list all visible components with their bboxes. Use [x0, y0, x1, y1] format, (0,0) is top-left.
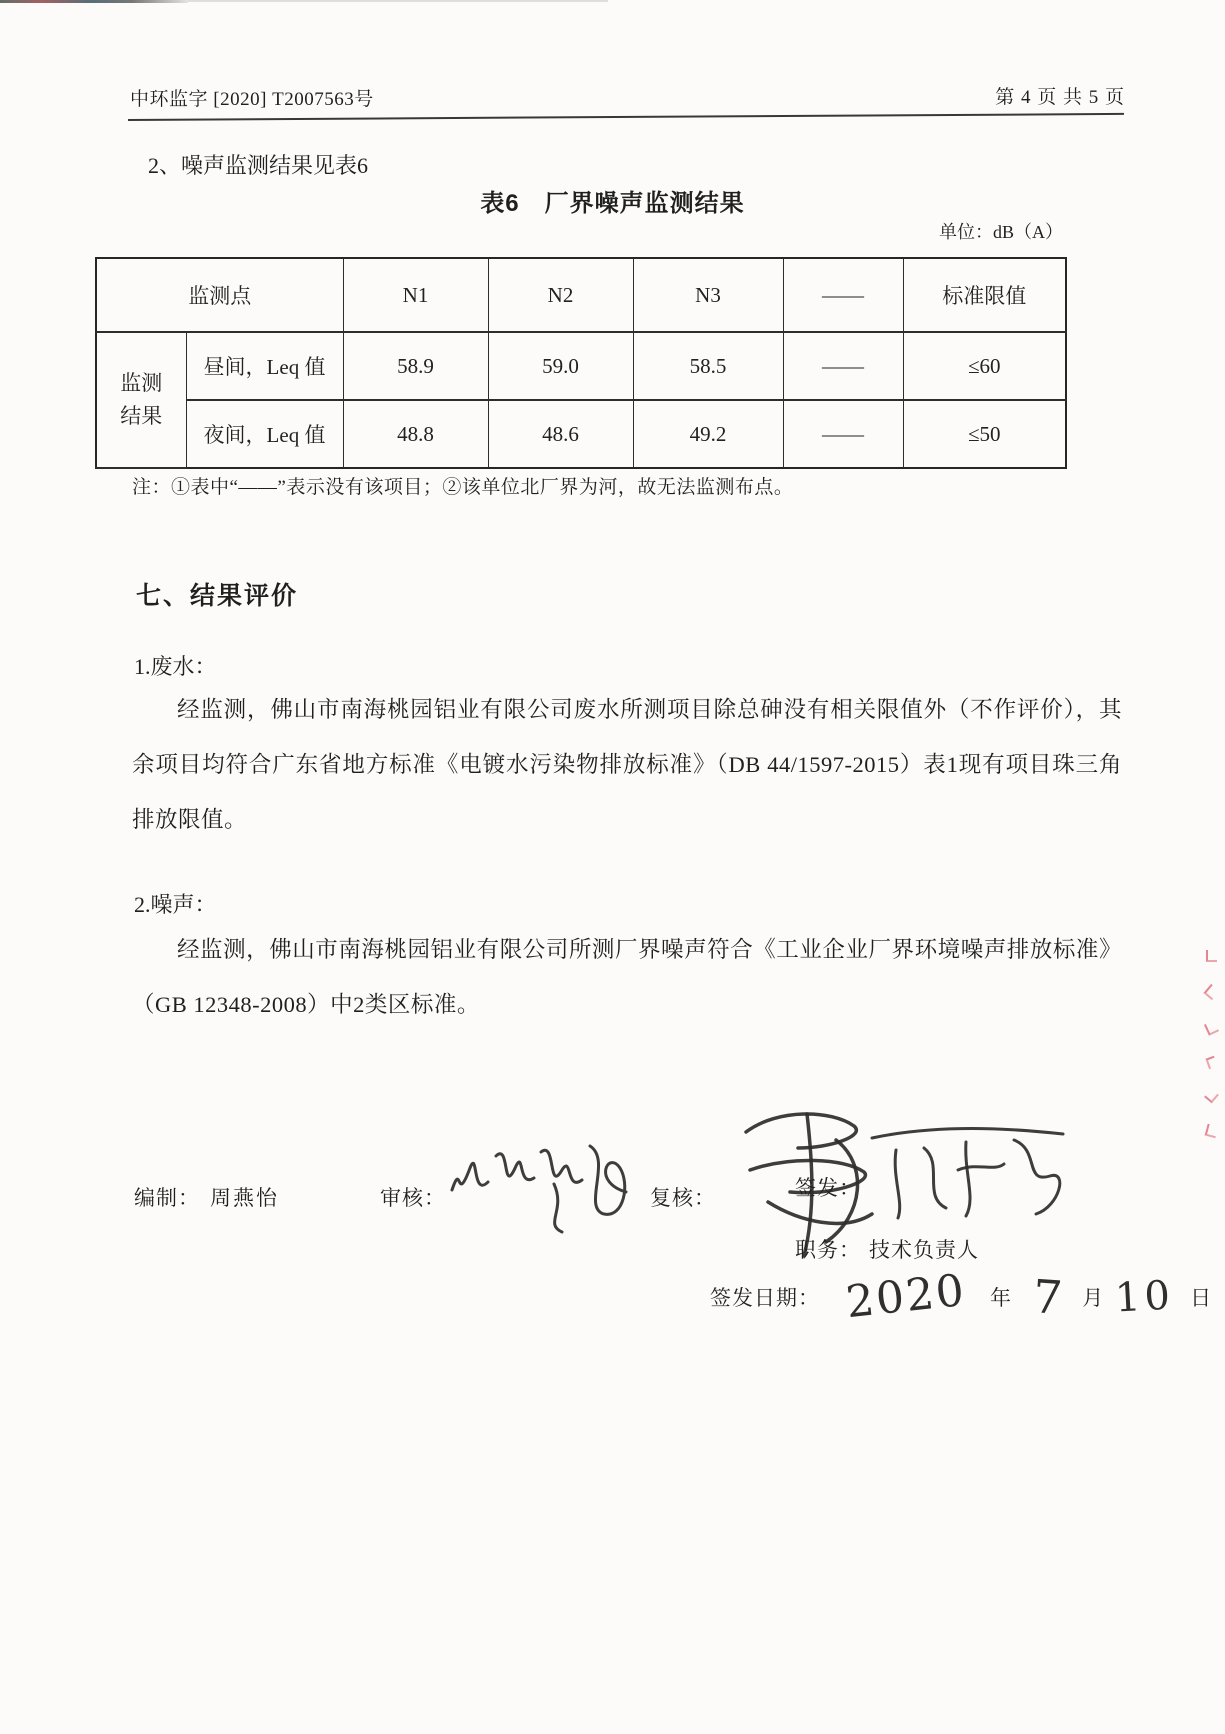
recheck-label: 复核：	[650, 1186, 716, 1210]
wastewater-item-label: 1.废水：	[134, 654, 217, 679]
red-edge-bleed-marks	[1206, 950, 1217, 1137]
header-cell-dash: ——	[783, 258, 903, 332]
cell-day-n2: 59.0	[488, 332, 633, 400]
job-title-line	[795, 1234, 979, 1264]
cell-day-limit: ≤60	[903, 332, 1066, 400]
cell-night-dash: ——	[783, 400, 903, 468]
handwritten-month: 7	[1031, 1269, 1065, 1325]
month-unit: 月	[1082, 1286, 1104, 1310]
issuer-label: 签发：	[795, 1176, 861, 1200]
review-label: 审核：	[380, 1186, 446, 1210]
group-label-line2: 结果	[120, 404, 163, 428]
job-title-value: 技术负责人	[869, 1238, 979, 1262]
header-cell-monitor-point: 监测点	[96, 258, 343, 332]
cell-night-n3: 49.2	[633, 400, 783, 468]
issue-date-line	[710, 1264, 1212, 1329]
table-header-row	[96, 258, 1066, 332]
handwritten-year: 2020	[843, 1264, 969, 1329]
cell-day-dash: ——	[783, 332, 903, 400]
group-label-line1: 监测	[120, 371, 163, 396]
page-indicator: 第 4 页 共 5 页	[995, 87, 1125, 108]
header-cell-limit: 标准限值	[903, 258, 1066, 332]
table-title: 表6 厂界噪声监测结果	[480, 190, 745, 217]
cell-night-limit: ≤50	[903, 400, 1066, 468]
table-row-nighttime	[96, 400, 1066, 468]
cell-night-n2: 48.6	[488, 400, 633, 468]
issue-date-label: 签发日期：	[710, 1286, 820, 1310]
prepared-name: 周燕怡	[210, 1186, 279, 1210]
table-row-daytime	[96, 332, 1066, 400]
handwritten-day: 10	[1114, 1272, 1176, 1322]
header-rule	[128, 113, 1124, 121]
header-cell-n1: N1	[343, 258, 488, 332]
noise-results-table	[95, 257, 1067, 469]
wastewater-evaluation-paragraph: 经监测，佛山市南海桃园铝业有限公司废水所测项目除总砷没有相关限值外（不作评价），其余项目均符合广东省地方标准《电镀水污染物排放标准》（DB 44/1597-2015）表1现有项目珠三角排放限值。	[132, 697, 1122, 832]
job-title-label: 职务：	[795, 1238, 861, 1262]
scan-edge-artifact-faint	[188, 0, 608, 2]
table-footnote: 注：①表中“——”表示没有该项目；②该单位北厂界为河，故无法监测布点。	[132, 477, 794, 498]
cell-day-n3: 58.5	[633, 332, 783, 400]
prepared-label: 编制：	[134, 1186, 200, 1210]
document-number: 中环监字 [2020] T2007563号	[130, 89, 374, 110]
row-label-daytime: 昼间，Leq 值	[186, 332, 343, 400]
noise-intro-line: 2、噪声监测结果见表6	[148, 153, 369, 178]
header-cell-n2: N2	[488, 258, 633, 332]
noise-evaluation-paragraph: 经监测，佛山市南海桃园铝业有限公司所测厂界噪声符合《工业企业厂界环境噪声排放标准》（GB 12348-2008）中2类区标准。	[132, 937, 1122, 1017]
reviewer-handwritten-signature	[444, 1126, 649, 1238]
section-heading-evaluation: 七、结果评价	[136, 582, 299, 610]
year-unit: 年	[989, 1286, 1011, 1310]
cell-day-n1: 58.9	[343, 332, 488, 400]
day-unit: 日	[1190, 1286, 1212, 1310]
header-cell-n3: N3	[633, 258, 783, 332]
row-group-label	[96, 332, 186, 468]
row-label-nighttime: 夜间，Leq 值	[186, 400, 343, 468]
unit-label: 单位：dB（A）	[938, 222, 1063, 242]
prepared-by-line	[134, 1182, 279, 1212]
scan-edge-artifact	[0, 0, 188, 3]
cell-night-n1: 48.8	[343, 400, 488, 468]
noise-item-label: 2.噪声：	[134, 892, 217, 917]
issuer-handwritten-signature	[858, 1118, 1073, 1226]
